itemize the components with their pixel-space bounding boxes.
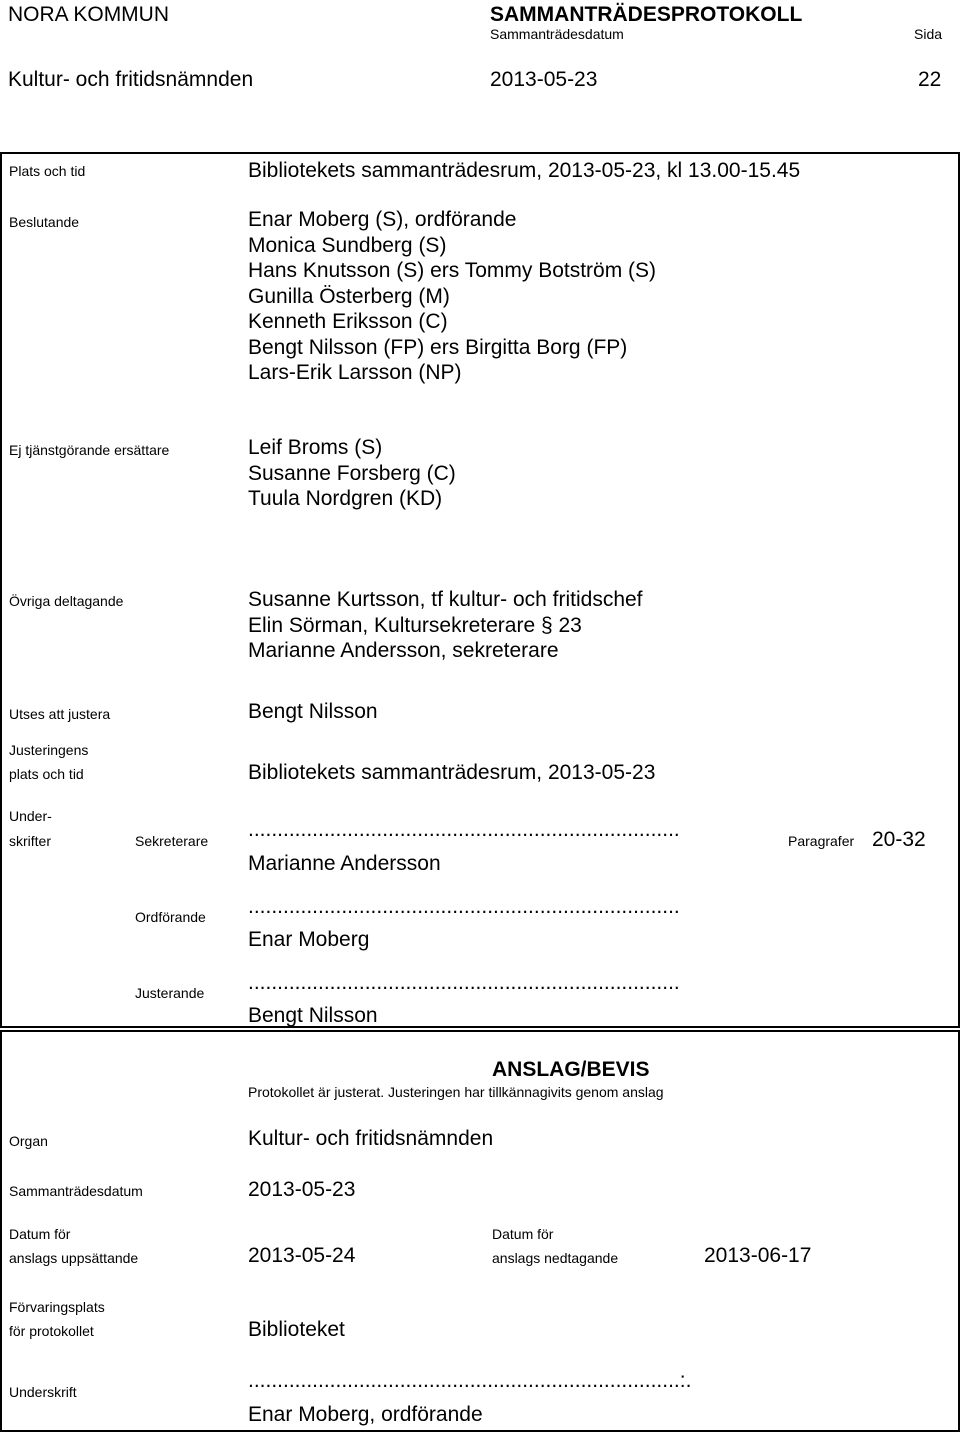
list-item: Bengt Nilsson (FP) ers Birgitta Borg (FP) — [248, 335, 628, 359]
list-item: Marianne Andersson, sekreterare — [248, 639, 559, 662]
posted-date: 2013-05-24 — [248, 1244, 356, 1267]
substitutes-label: Ej tjänstgörande ersättare — [9, 442, 170, 458]
list-item: Tuula Nordgren (KD) — [248, 487, 443, 510]
secretary-name: Marianne Andersson — [248, 852, 441, 875]
list-item: Monica Sundberg (S) — [248, 233, 447, 257]
list-item: Elin Sörman, Kultursekreterare § 23 — [248, 613, 582, 637]
signature-line: ..........................................................................:. — [248, 1369, 692, 1392]
chair-name: Enar Moberg — [248, 928, 370, 951]
notice-box — [0, 1030, 960, 1432]
adjusting-name: Bengt Nilsson — [248, 1004, 378, 1027]
place-value: Bibliotekets sammanträdesrum, 2013-05-23, kl 13.00-15.45 — [248, 159, 801, 182]
adjusting-signature-line: .......................................................................... — [248, 971, 680, 994]
chair-label: Ordförande — [135, 909, 206, 925]
list-item: Susanne Kurtsson, tf kultur- och fritidschef — [248, 588, 643, 611]
page-label: Sida — [914, 26, 943, 42]
protocol-info-box — [0, 152, 960, 1028]
signatures-label-line1: Under- — [9, 808, 52, 824]
date-label: Sammanträdesdatum — [490, 26, 624, 42]
removed-label-line1: Datum för — [492, 1226, 554, 1242]
others-label: Övriga deltagande — [9, 593, 124, 609]
signature-name: Enar Moberg, ordförande — [248, 1403, 483, 1426]
paragraphs-value: 20-32 — [872, 828, 926, 851]
chair-signature-line: .......................................................................... — [248, 895, 680, 918]
meeting-date-label: Sammanträdesdatum — [9, 1183, 143, 1199]
organ-label: Organ — [9, 1133, 48, 1149]
list-item: Lars-Erik Larsson (NP) — [248, 361, 462, 384]
list-item: Hans Knutsson (S) ers Tommy Botström (S) — [248, 259, 657, 282]
substitutes-list — [248, 435, 456, 512]
storage-value: Biblioteket — [248, 1318, 345, 1341]
paragraphs-label: Paragrafer — [788, 833, 855, 849]
document-type: SAMMANTRÄDESPROTOKOLL — [490, 3, 803, 26]
page-number: 22 — [918, 68, 942, 91]
storage-label-line1: Förvaringsplats — [9, 1299, 105, 1315]
adjust-place-value: Bibliotekets sammanträdesrum, 2013-05-23 — [248, 761, 656, 784]
adjust-place-label-line2: plats och tid — [9, 766, 84, 782]
signatures-label-line2: skrifter — [9, 833, 51, 849]
decision-makers-label: Beslutande — [9, 214, 80, 230]
meeting-date-value: 2013-05-23 — [248, 1178, 356, 1201]
organization-name: NORA KOMMUN — [8, 3, 170, 26]
adjuster-name: Bengt Nilsson — [248, 700, 378, 723]
others-list — [248, 587, 643, 664]
notice-subtitle: Protokollet är justerat. Justeringen har tillkännagivits genom anslag — [248, 1084, 664, 1100]
storage-label-line2: för protokollet — [9, 1323, 94, 1339]
organ-value: Kultur- och fritidsnämnden — [248, 1127, 494, 1150]
list-item: Leif Broms (S) — [248, 436, 383, 459]
secretary-signature-line: .......................................................................... — [248, 818, 680, 841]
removed-label-line2: anslags nedtagande — [492, 1250, 619, 1266]
meeting-date: 2013-05-23 — [490, 68, 598, 91]
place-label: Plats och tid — [9, 163, 86, 179]
secretary-label: Sekreterare — [135, 833, 209, 849]
posted-label-line2: anslags uppsättande — [9, 1250, 139, 1266]
list-item: Enar Moberg (S), ordförande — [248, 208, 517, 231]
list-item: Gunilla Österberg (M) — [248, 284, 450, 308]
list-item: Susanne Forsberg (C) — [248, 461, 456, 485]
decision-makers-list — [248, 207, 656, 386]
committee-name: Kultur- och fritidsnämnden — [8, 68, 254, 91]
adjuster-label: Utses att justera — [9, 706, 111, 722]
notice-title: ANSLAG/BEVIS — [492, 1058, 650, 1081]
list-item: Kenneth Eriksson (C) — [248, 310, 448, 333]
adjusting-label: Justerande — [135, 985, 205, 1001]
posted-label-line1: Datum för — [9, 1226, 71, 1242]
adjust-place-label-line1: Justeringens — [9, 742, 89, 758]
removed-date: 2013-06-17 — [704, 1244, 812, 1267]
signature-label: Underskrift — [9, 1384, 77, 1400]
